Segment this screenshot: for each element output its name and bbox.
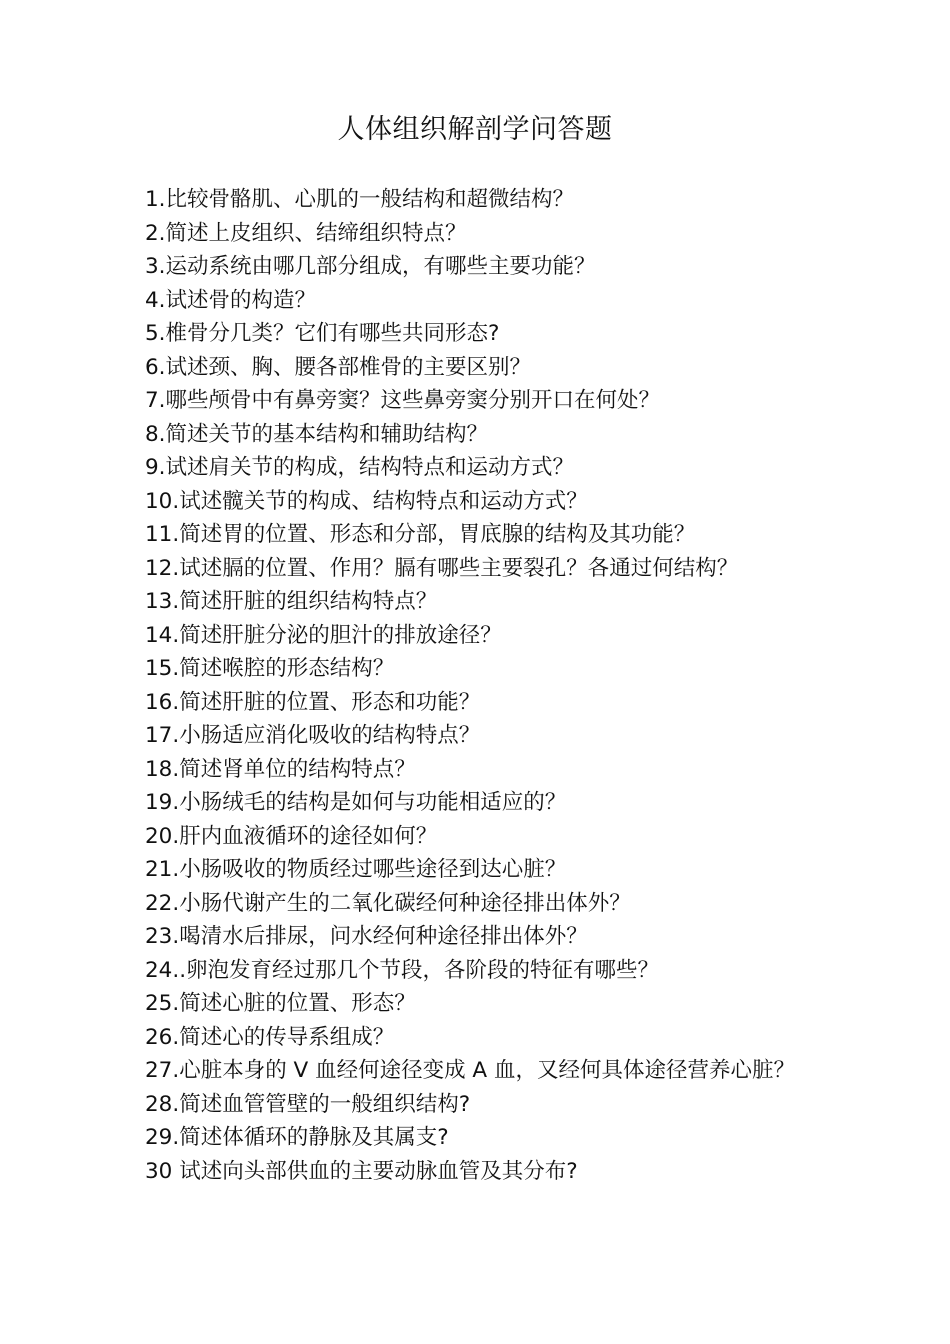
question-item: 1.比较骨骼肌、心肌的一般结构和超微结构？	[145, 187, 575, 212]
question-item: 24..卵泡发育经过那几个节段，各阶段的特征有哪些？	[145, 957, 660, 983]
question-item: 25.简述心脏的位置、形态？	[145, 991, 416, 1016]
question-item: 17.小肠适应消化吸收的结构特点？	[145, 723, 481, 748]
question-item: 27.心脏本身的 V 血经何途径变成 A 血，又经何具体途径营养心脏？	[145, 1058, 795, 1083]
document-title: 人体组织解剖学问答题	[337, 114, 613, 145]
question-item: 12.试述膈的位置、作用？膈有哪些主要裂孔？各通过何结构？	[145, 555, 739, 581]
question-item: 16.简述肝脏的位置、形态和功能？	[145, 689, 481, 715]
question-item: 23.喝清水后排尿，问水经何种途径排出体外？	[145, 924, 588, 949]
question-item: 30 试述向头部供血的主要动脉血管及其分布?	[145, 1158, 578, 1184]
question-item: 2.简述上皮组织、结缔组织特点？	[145, 220, 467, 246]
question-list	[145, 183, 815, 1188]
question-item: 8.简述关节的基本结构和辅助结构？	[145, 421, 489, 447]
question-item: 9.试述肩关节的构成，结构特点和运动方式？	[145, 455, 575, 480]
question-item: 21.小肠吸收的物质经过哪些途径到达心脏？	[145, 857, 567, 882]
question-item: 14.简述肝脏分泌的胆汁的排放途径？	[145, 622, 502, 648]
question-item: 15.简述喉腔的形态结构？	[145, 656, 395, 681]
question-item: 29.简述体循环的静脉及其属支?	[145, 1125, 449, 1150]
question-item: 3.运动系统由哪几部分组成，有哪些主要功能？	[145, 254, 596, 279]
question-item: 5.椎骨分几类？它们有哪些共同形态?	[145, 321, 500, 346]
question-item: 26.简述心的传导系组成？	[145, 1024, 395, 1050]
question-item: 28.简述血管管壁的一般组织结构?	[145, 1091, 471, 1117]
question-item: 13.简述肝脏的组织结构特点？	[145, 589, 438, 614]
question-item: 22.小肠代谢产生的二氧化碳经何种途径排出体外？	[145, 890, 631, 916]
question-item: 19.小肠绒毛的结构是如何与功能相适应的？	[145, 790, 567, 815]
question-item: 4.试述骨的构造？	[145, 287, 317, 313]
question-item: 6.试述颈、胸、腰各部椎骨的主要区别？	[145, 354, 532, 380]
question-item: 7.哪些颅骨中有鼻旁窦？这些鼻旁窦分别开口在何处？	[145, 388, 661, 413]
question-item: 20.肝内血液循环的途径如何？	[145, 823, 438, 849]
question-item: 10.试述髋关节的构成、结构特点和运动方式？	[145, 488, 588, 514]
question-item: 11.简述胃的位置、形态和分部，胃底腺的结构及其功能？	[145, 522, 696, 547]
question-item: 18.简述肾单位的结构特点？	[145, 756, 416, 782]
